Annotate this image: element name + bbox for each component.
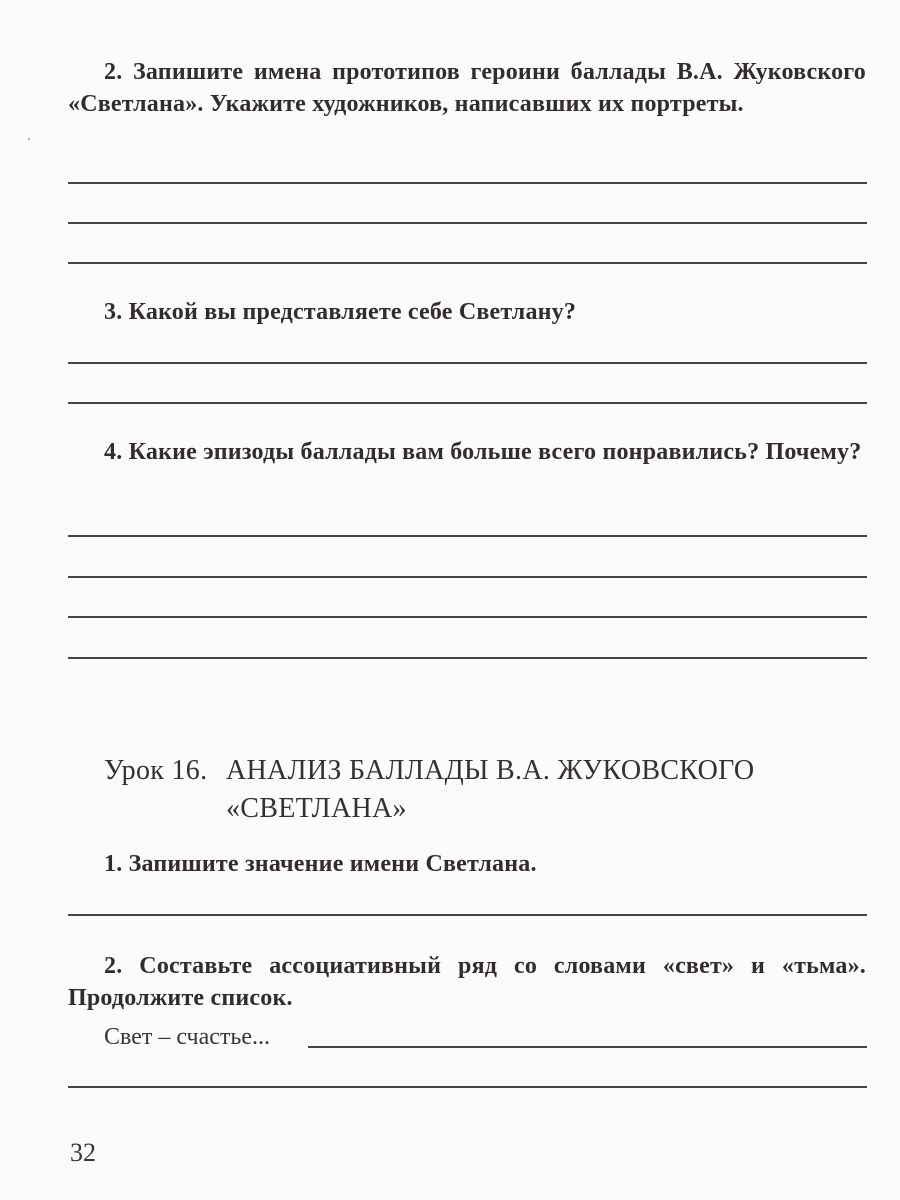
question-4-number: 4. bbox=[104, 439, 123, 465]
lesson-title-line1: АНАЛИЗ БАЛЛАДЫ В.А. ЖУКОВСКОГО bbox=[226, 755, 755, 786]
question-2-number: 2. bbox=[104, 59, 123, 85]
answer-line[interactable] bbox=[68, 616, 867, 618]
lesson-question-2-number: 2. bbox=[104, 953, 123, 979]
answer-line[interactable] bbox=[68, 362, 867, 364]
lesson-question-1-number: 1. bbox=[104, 851, 123, 877]
question-3-text: Какой вы представляете себе Светлану? bbox=[128, 299, 577, 325]
answer-line[interactable] bbox=[68, 182, 867, 184]
lesson-title-line2: «СВЕТЛАНА» bbox=[226, 793, 407, 824]
association-prompt: Свет – счастье... bbox=[104, 1024, 270, 1050]
page-number: 32 bbox=[70, 1138, 96, 1167]
lesson-question-2 bbox=[68, 950, 866, 1014]
lesson-label: Урок 16. bbox=[104, 755, 208, 786]
question-4-text: Какие эпизоды баллады вам больше всего понравились? Почему? bbox=[128, 439, 862, 465]
answer-line[interactable] bbox=[308, 1046, 867, 1048]
question-2 bbox=[68, 56, 866, 120]
answer-line[interactable] bbox=[68, 657, 867, 659]
question-3-number: 3. bbox=[104, 299, 123, 325]
answer-line[interactable] bbox=[68, 535, 867, 537]
lesson-question-1 bbox=[68, 848, 866, 880]
question-4 bbox=[68, 436, 866, 468]
answer-line[interactable] bbox=[68, 914, 867, 916]
question-3 bbox=[68, 296, 866, 328]
lesson-question-1-text: Запишите значение имени Светлана. bbox=[128, 851, 537, 877]
answer-line[interactable] bbox=[68, 262, 867, 264]
lesson-heading bbox=[104, 752, 754, 828]
answer-line[interactable] bbox=[68, 576, 867, 578]
answer-line[interactable] bbox=[68, 1086, 867, 1088]
scan-speck bbox=[28, 138, 30, 140]
lesson-question-2-text: Составьте ассоциативный ряд со словами «свет» и «тьма». Продолжите список. bbox=[68, 953, 866, 1011]
question-2-text: Запишите имена прототипов героини баллады В.А. Жуковского «Светлана». Укажите художников, написавших их портреты. bbox=[68, 59, 866, 117]
answer-line[interactable] bbox=[68, 402, 867, 404]
answer-line[interactable] bbox=[68, 222, 867, 224]
